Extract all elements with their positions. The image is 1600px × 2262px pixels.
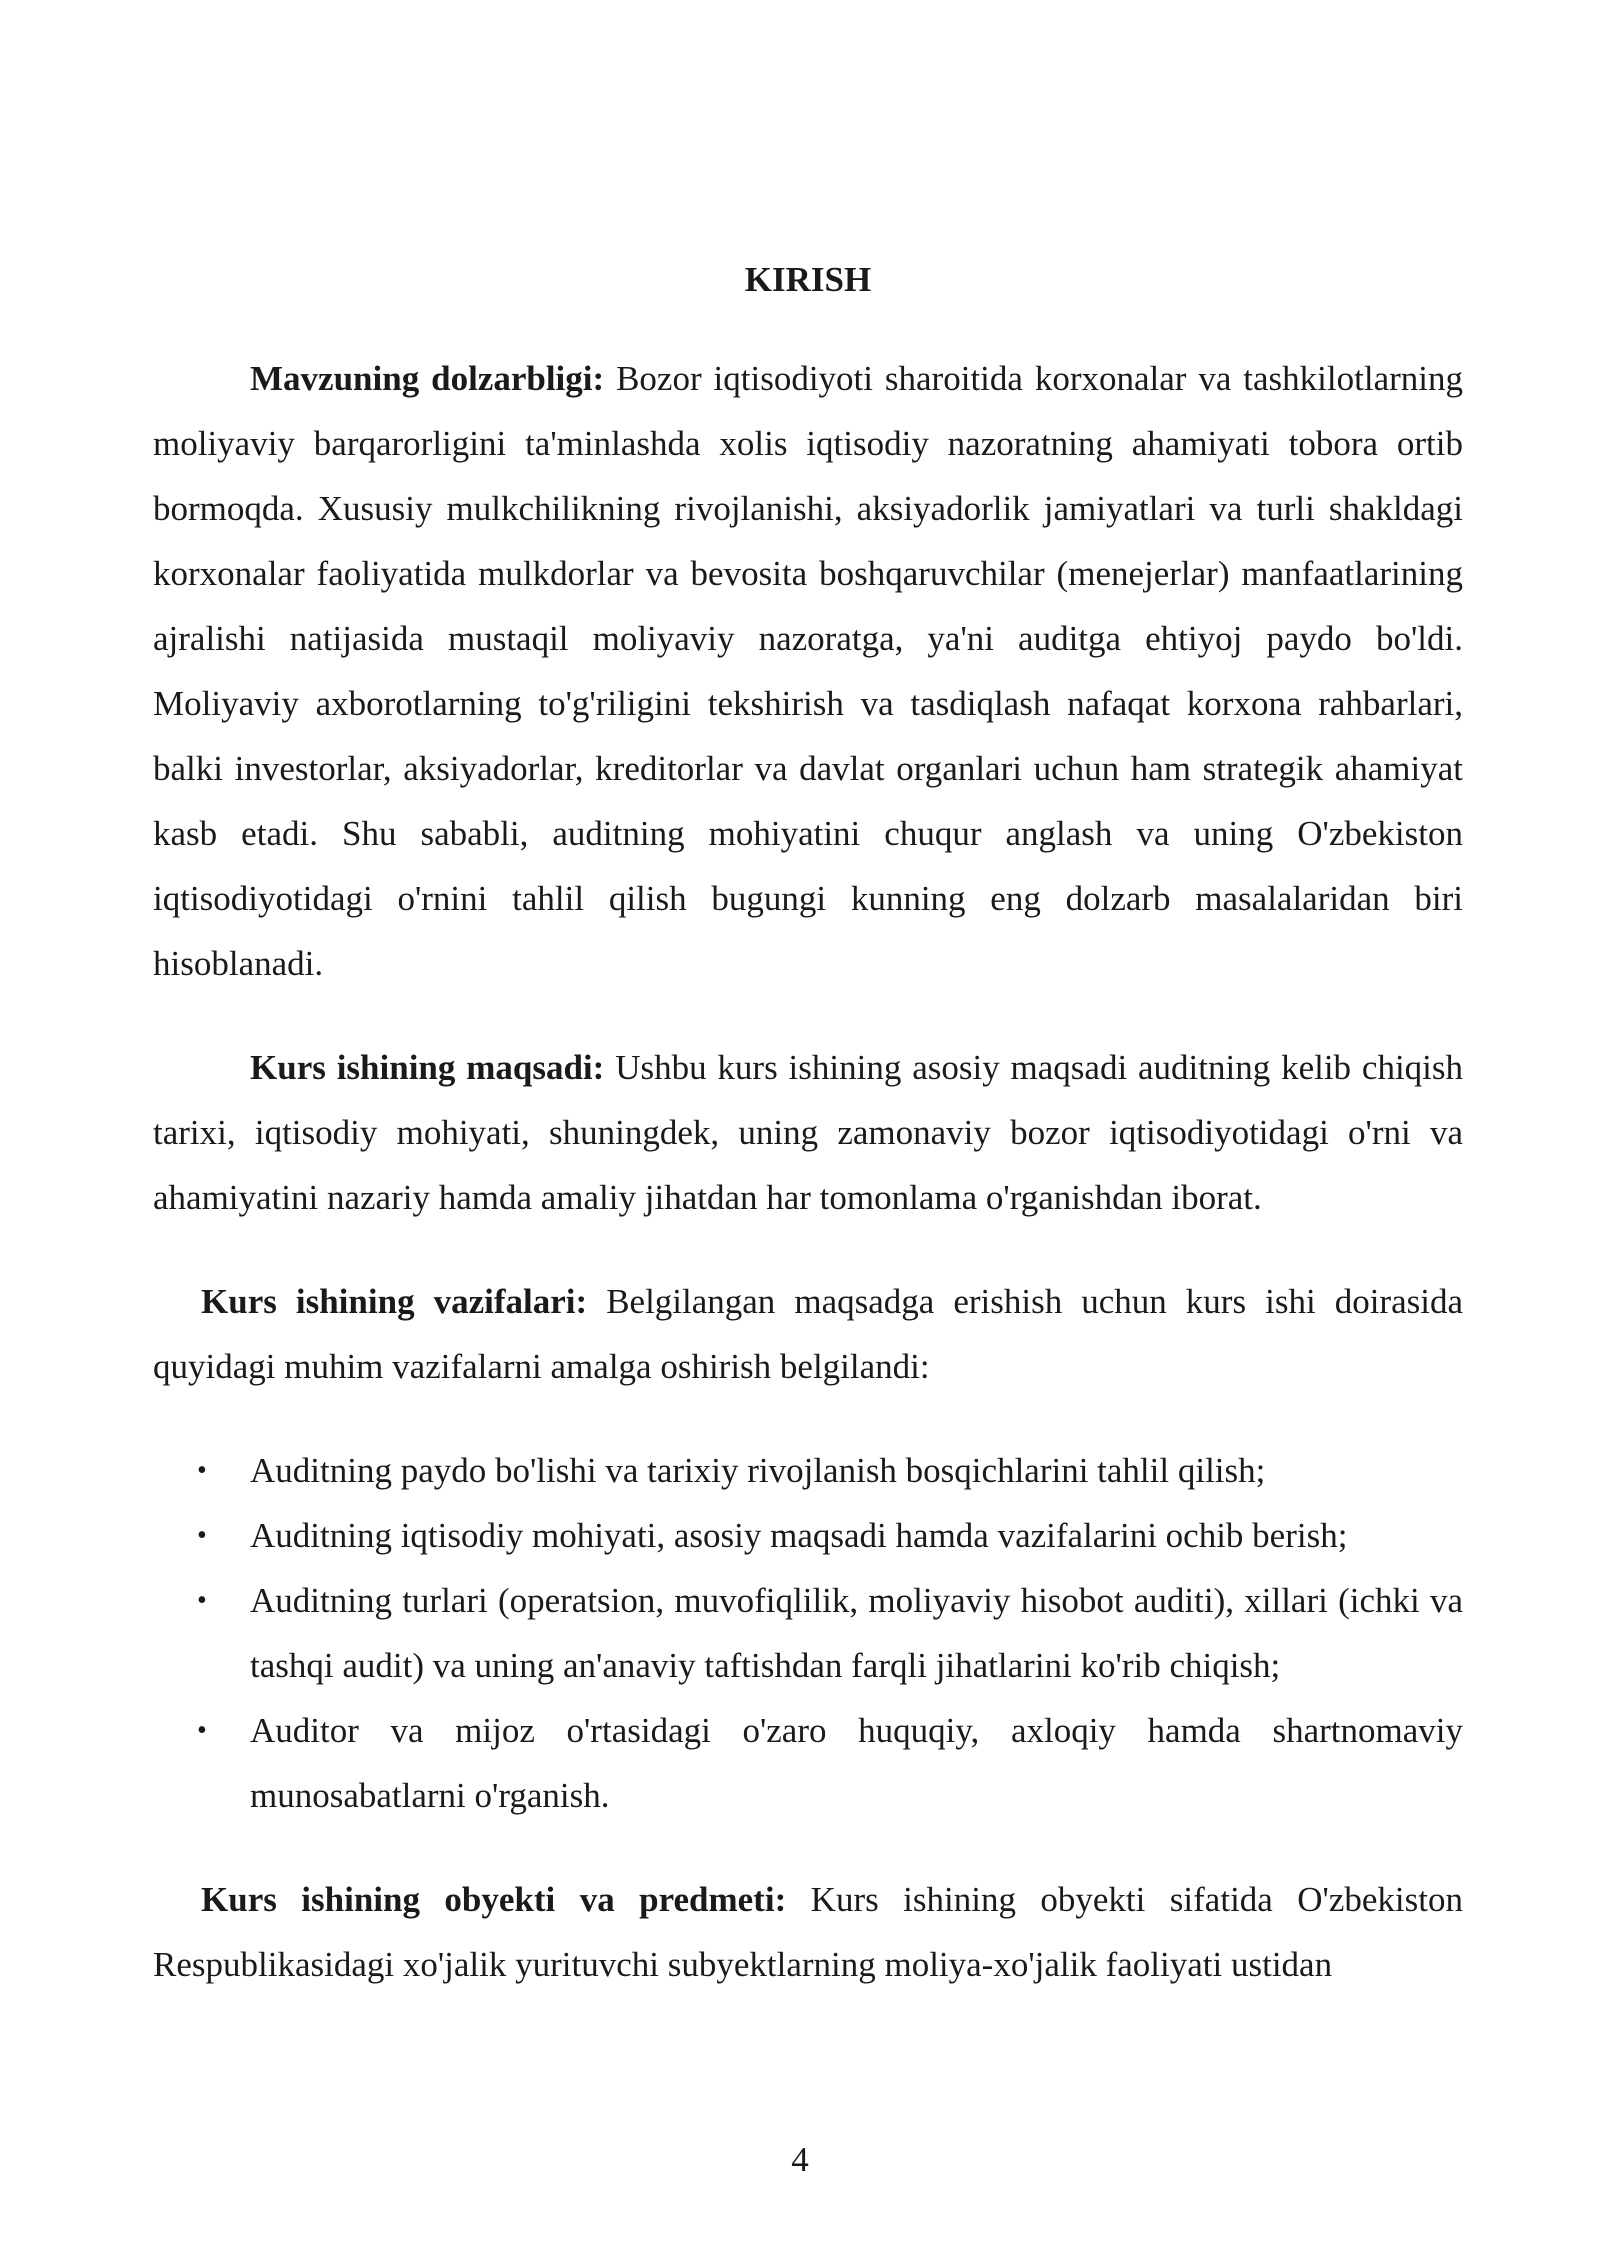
object-heading: Kurs ishining obyekti va predmeti: xyxy=(201,1880,787,1919)
tasks-heading: Kurs ishining vazifalari: xyxy=(201,1282,588,1321)
tasks-paragraph xyxy=(153,1269,1463,1399)
list-item-text: Auditning iqtisodiy mohiyati, asosiy maqsadi hamda vazifalarini ochib berish; xyxy=(250,1516,1348,1555)
relevance-paragraph xyxy=(153,346,1463,996)
bullet-icon: • xyxy=(197,1585,207,1616)
goal-paragraph xyxy=(153,1035,1463,1230)
bullet-icon: • xyxy=(197,1455,207,1486)
list-item xyxy=(153,1503,1463,1568)
list-item xyxy=(153,1568,1463,1698)
page-number: 4 xyxy=(791,2140,809,2179)
list-item-text: Auditning turlari (operatsion, muvofiqlilik, moliyaviy hisobot auditi), xillari (ichki va tashqi audit) va uning an'anaviy taftishdan farqli jihatlarini ko'rib chiqish; xyxy=(250,1581,1463,1685)
list-item-text: Auditor va mijoz o'rtasidagi o'zaro huquqiy, axloqiy hamda shartnomaviy munosabatlarni o'rganish. xyxy=(250,1711,1463,1815)
spacer xyxy=(153,1399,1463,1438)
object-paragraph xyxy=(153,1867,1463,1997)
relevance-text: Bozor iqtisodiyoti sharoitida korxonalar va tashkilotlarning moliyaviy barqarorligini ta'minlashda xolis iqtisodiy nazoratning ahamiyati tobora ortib bormoqda. Xususiy mulkchilikning rivojlanishi, aksiyadorlik jamiyatlari va turli shakldagi korxonalar faoliyatida mulkdorlar va bevosita boshqaruvchilar (menejerlar) manfaatlarining ajralishi natijasida mustaqil moliyaviy nazoratga, ya'ni auditga ehtiyoj paydo bo'ldi. Moliyaviy axborotlarning to'g'riligini tekshirish va tasdiqlash nafaqat korxona rahbarlari, balki investorlar, aksiyadorlar, kreditorlar va davlat organlari uchun ham strategik ahamiyat kasb etadi. Shu sababli, auditning mohiyatini chuqur anglash va uning O'zbekiston iqtisodiyotidagi o'rnini tahlil qilish bugungi kunning eng dolzarb masalalaridan biri hisoblanadi. xyxy=(153,359,1463,983)
bullet-icon: • xyxy=(197,1715,207,1746)
page-content xyxy=(153,255,1463,1997)
goal-text: Ushbu kurs ishining asosiy maqsadi auditning kelib chiqish tarixi, iqtisodiy mohiyati, shuningdek, uning zamonaviy bozor iqtisodiyotidagi o'rni va ahamiyatini nazariy hamda amaliy jihatdan har tomonlama o'rganishdan iborat. xyxy=(153,1048,1464,1217)
spacer xyxy=(153,1230,1463,1269)
bullet-icon: • xyxy=(197,1520,207,1551)
list-item xyxy=(153,1438,1463,1503)
object-text: Kurs ishining obyekti sifatida O'zbekiston Respublikasidagi xo'jalik yurituvchi subyektlarning moliya-xo'jalik faoliyati ustidan xyxy=(153,1880,1463,1984)
tasks-list xyxy=(153,1438,1463,1828)
spacer xyxy=(153,1828,1463,1867)
page-title: KIRISH xyxy=(744,260,872,299)
list-item-text: Auditning paydo bo'lishi va tarixiy rivojlanish bosqichlarini tahlil qilish; xyxy=(250,1451,1266,1490)
goal-heading: Kurs ishining maqsadi: xyxy=(250,1048,605,1087)
spacer xyxy=(153,996,1463,1035)
tasks-text: Belgilangan maqsadga erishish uchun kurs ishi doirasida quyidagi muhim vazifalarni amalga oshirish belgilandi: xyxy=(153,1282,1463,1386)
relevance-heading: Mavzuning dolzarbligi: xyxy=(250,359,605,398)
list-item xyxy=(153,1698,1463,1828)
